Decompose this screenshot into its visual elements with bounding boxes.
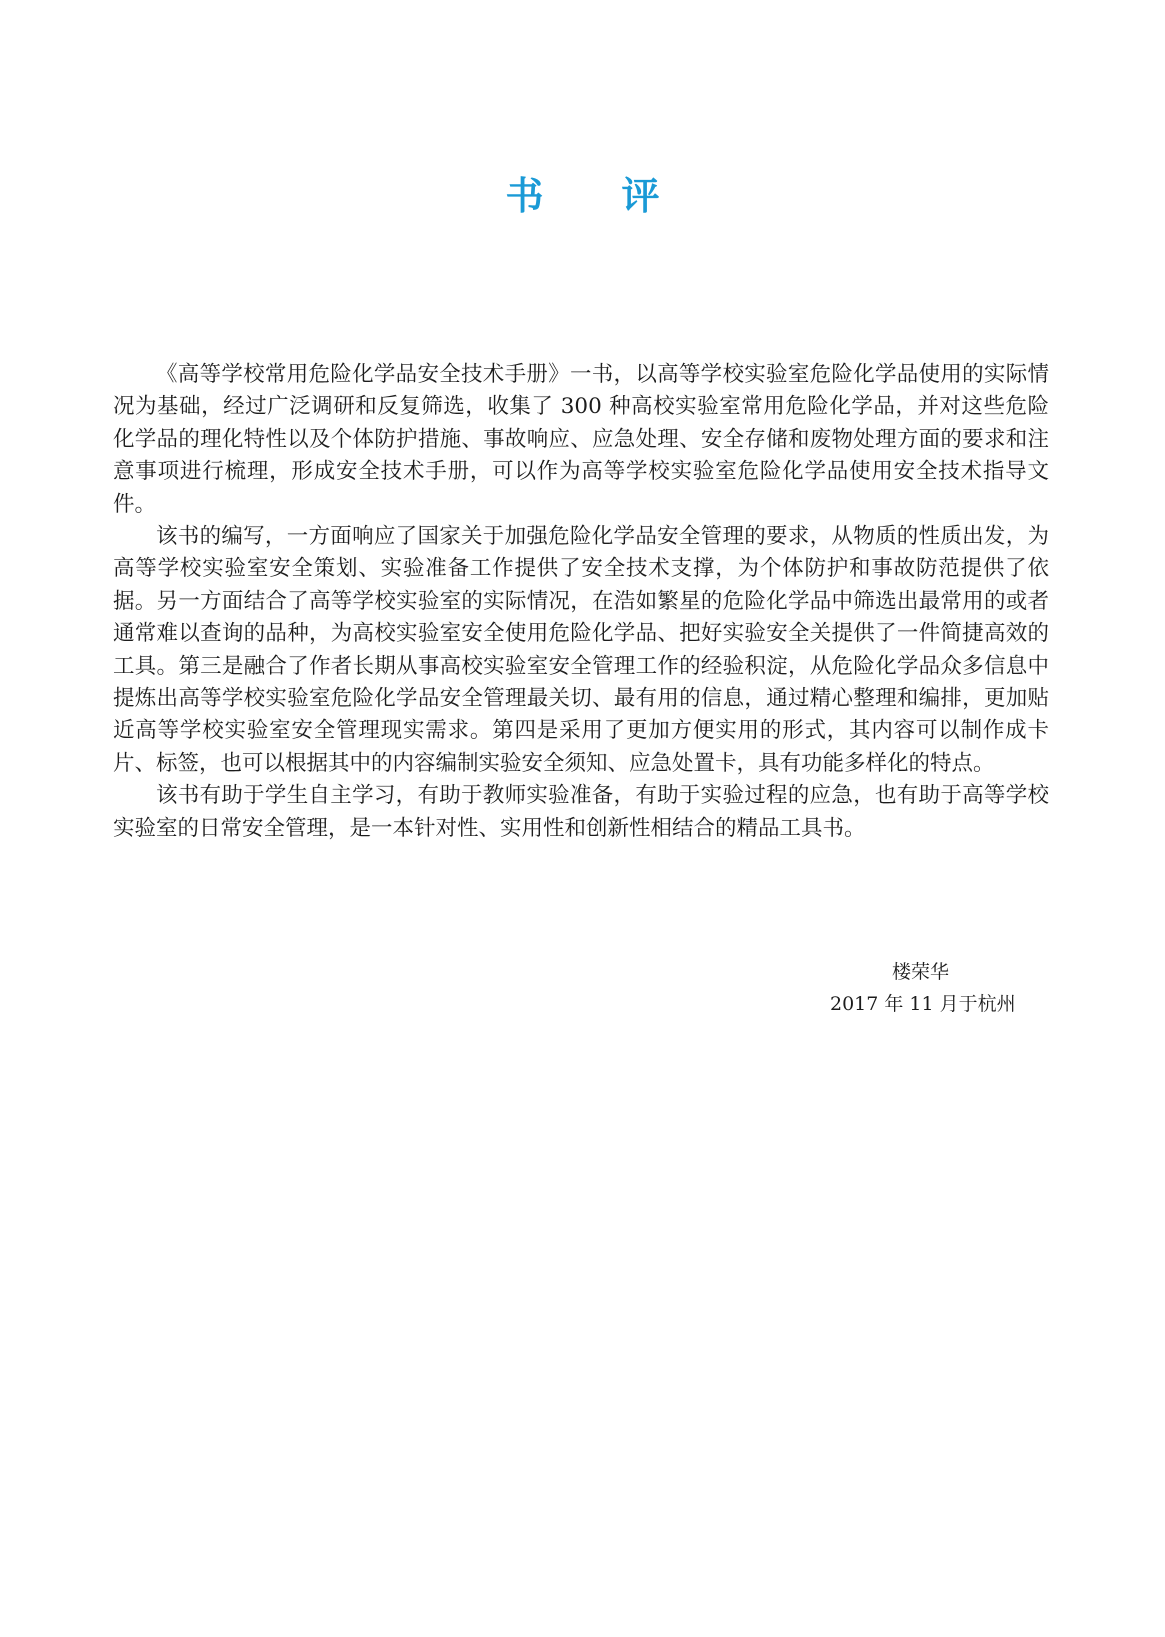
author-name: 楼荣华 [892, 961, 950, 983]
date-place: 2017 年 11 月于杭州 [830, 993, 1016, 1015]
title-char-2: 评 [621, 174, 660, 218]
review-body [113, 359, 1049, 845]
page-title [0, 172, 1165, 220]
paragraph-1: 《高等学校常用危险化学品安全技术手册》一书，以高等学校实验室危险化学品使用的实际情况为基础，经过广泛调研和反复筛选，收集了 300 种高校实验室常用危险化学品，并对这些危险化学品的理化特性以及个体防护措施、事故响应、应急处理、安全存储和废物处理方面的要求和注意事项进行梳理，形成安全技术手册，可以作为高等学校实验室危险化学品使用安全技术指导文件。 [113, 362, 1049, 517]
paragraph-2: 该书的编写，一方面响应了国家关于加强危险化学品安全管理的要求，从物质的性质出发，为高等学校实验室安全策划、实验准备工作提供了安全技术支撑，为个体防护和事故防范提供了依据。另一方面结合了高等学校实验室的实际情况，在浩如繁星的危险化学品中筛选出最常用的或者通常难以查询的品种，为高校实验室安全使用危险化学品、把好实验安全关提供了一件简捷高效的工具。第三是融合了作者长期从事高校实验室安全管理工作的经验积淀，从危险化学品众多信息中提炼出高等学校实验室危险化学品安全管理最关切、最有用的信息，通过精心整理和编排，更加贴近高等学校实验室安全管理现实需求。第四是采用了更加方便实用的形式，其内容可以制作成卡片、标签，也可以根据其中的内容编制实验安全须知、应急处置卡，具有功能多样化的特点。 [113, 524, 1049, 776]
paragraph-3: 该书有助于学生自主学习，有助于教师实验准备，有助于实验过程的应急，也有助于高等学校实验室的日常安全管理，是一本针对性、实用性和创新性相结合的精品工具书。 [113, 783, 1049, 841]
title-char-1: 书 [505, 174, 544, 218]
